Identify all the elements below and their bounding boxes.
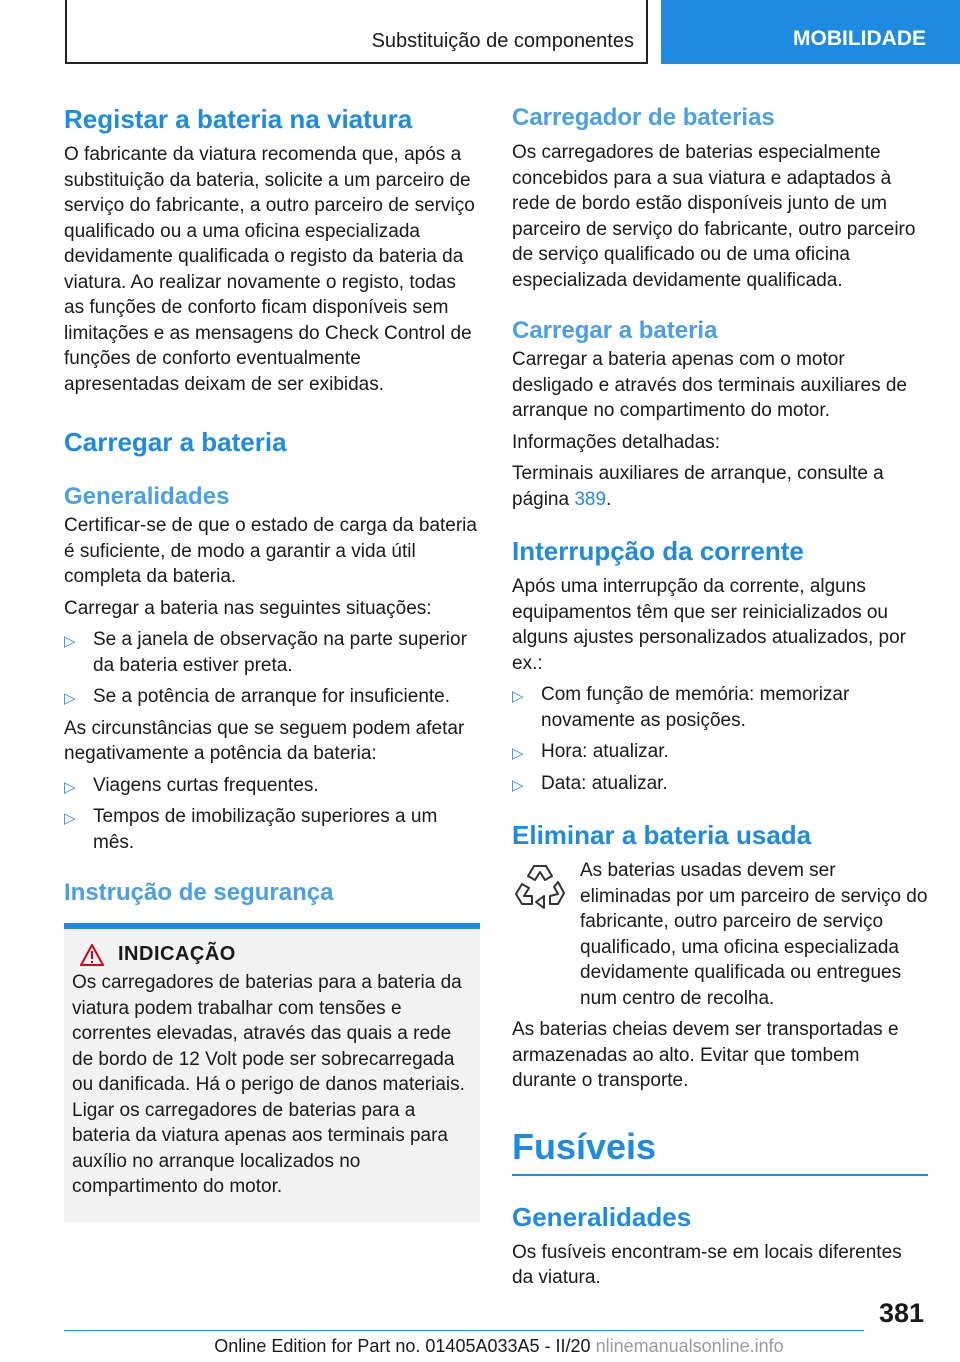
list-item: ▷ Viagens curtas frequentes. [64,773,480,799]
general-heading: Generalidades [64,483,230,510]
register-heading: Registar a bateria na viatura [64,104,413,134]
charger-paragraph: Os carregadores de baterias especialmente concebidos para a sua viatura e adaptados à rede de bordo estão disponíveis junto de um parceiro de serviço do fabricante, outro parceiro de serviço qualificado ou de uma oficina especializada devidamente qualificada. [512,142,916,291]
footer-watermark: nlinemanualsonline.info [595,1336,784,1356]
note-title: INDICAÇÃO [118,943,236,965]
general-paragraph: Certificar-se de que o estado de carga da bateria é suficiente, de modo a garantir a vida útil completa da bateria. [64,515,477,587]
triangle-bullet-icon: ▷ [512,776,524,794]
fuses-heading-block [512,1124,928,1176]
note-box [64,923,480,1222]
footer-divider [64,1330,864,1331]
situations-intro: Carregar a bateria nas seguintes situações: [64,597,432,619]
situations-list [64,627,480,710]
triangle-bullet-icon: ▷ [64,633,76,650]
note-header [72,943,472,966]
list-item: ▷ Data: atualizar. [512,771,928,797]
power-paragraph: Após uma interrupção da corrente, alguns equipamentos têm que ser reinicializados ou alguns ajustes personalizados atualizados, por ex.: [512,576,906,674]
list-item: ▷ Tempos de imobilização superiores a um mês. [64,806,438,853]
triangle-bullet-icon: ▷ [64,690,76,707]
power-heading: Interrupção da corrente [512,536,804,566]
triangle-bullet-icon: ▷ [512,745,524,762]
header-section-box [65,0,648,64]
list-item: ▷ Se a janela de observação na parte superior da bateria estiver preta. [64,629,467,676]
register-paragraph: O fabricante da viatura recomenda que, após a substituição da bateria, solicite a um parceiro de serviço do fabricante, a outro parceiro de serviço qualificado ou a uma oficina especializada devidamente qualificada o registo da bateria da viatura. Ao realizar novamente o registo, todas as funções de conforto ficam disponíveis sem limitações e as mensagens do Check Control de funções de conforto eventualmente apresentadas deixam de ser exibidas. [64,144,475,395]
footer-edition: Online Edition for Part no. 01405A033A5 - II/20 nlinemanualsonline.info [214,1336,784,1356]
page-link[interactable]: 389 [574,488,607,510]
page-number: 381 [878,1298,924,1328]
charge-heading: Carregar a bateria [64,427,287,457]
warning-triangle-icon [80,944,104,966]
right-column [512,102,928,1291]
list-item: ▷ Se a potência de arranque for insuficiente. [64,684,480,710]
header-chapter-label: MOBILIDADE [793,27,926,50]
circumstances-intro: As circunstâncias que se seguem podem afetar negativamente a potência da bateria: [64,717,465,764]
transport-paragraph: As baterias cheias devem ser transportadas e armazenadas ao alto. Evitar que tombem durante o transporte. [512,1019,899,1091]
details-label: Informações detalhadas: [512,431,721,453]
dispose-heading: Eliminar a bateria usada [512,820,812,850]
triangle-bullet-icon: ▷ [64,778,76,796]
circumstances-list [64,773,480,856]
fuses-general-heading: Generalidades [512,1201,692,1232]
list-item: ▷ Hora: atualizar. [512,739,928,765]
terminals-paragraph: Terminais auxiliares de arranque, consulte a página 389. [512,463,884,510]
charge-battery-heading: Carregar a bateria [512,317,718,344]
triangle-bullet-icon: ▷ [64,810,76,827]
header-chapter-tab [661,0,960,64]
triangle-bullet-icon: ▷ [512,688,524,705]
recycle-icon [514,862,566,914]
dispose-paragraph: As baterias usadas devem ser eliminadas por um parceiro de serviço do fabricante, outro parceiro de serviço qualificado, uma oficina especializada devidamente qualificada ou entregues num centro de recolha. [580,860,928,1009]
safety-heading: Instrução de segurança [64,879,334,906]
charge-battery-paragraph: Carregar a bateria apenas com o motor desligado e através dos terminais auxiliares de arranque no compartimento do motor. [512,349,907,421]
header-section-title: Substituição de componentes [371,30,634,52]
charger-heading: Carregador de baterias [512,104,775,131]
dispose-block [512,858,928,1011]
list-item: ▷ Com função de memória: memorizar novamente as posições. [512,684,850,731]
power-list [512,682,928,796]
fuses-heading: Fusíveis [512,1125,657,1167]
left-column [64,102,480,1222]
fuses-paragraph: Os fusíveis encontram-se em locais diferentes da viatura. [512,1241,902,1288]
note-paragraph: Os carregadores de baterias para a bateria da viatura podem trabalhar com tensões e correntes elevadas, através das quais a rede de bordo de 12 Volt pode ser sobrecarregada ou danificada. Há o perigo de danos materiais. Ligar os carregadores de baterias para a bateria da viatura apenas aos terminais para auxílio no arranque localizados no compartimento do motor. [72,972,465,1197]
